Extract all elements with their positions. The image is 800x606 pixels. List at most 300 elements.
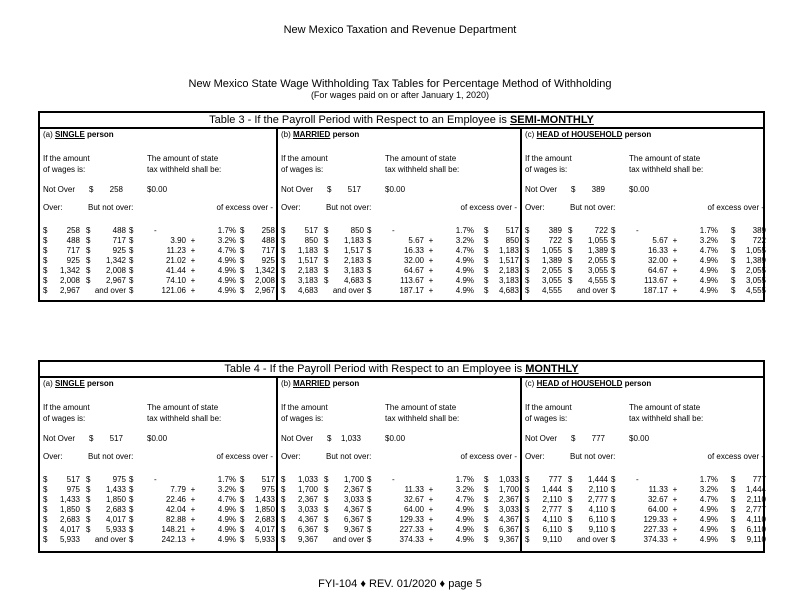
base-tax: - [392, 226, 395, 235]
wage-amount-label [43, 402, 90, 424]
base-tax: 11.23 [166, 246, 186, 255]
plus-sign: + [672, 286, 678, 295]
plus-sign: + [428, 256, 434, 265]
dollar-sign: $ [129, 535, 134, 544]
excess-over: 2,683 [254, 515, 275, 524]
table-semi-monthly [38, 111, 765, 302]
tax-rate: 4.9% [455, 525, 474, 534]
base-tax: 64.00 [647, 505, 668, 514]
excess-over: 9,367 [498, 535, 519, 544]
dollar-sign: $ [324, 515, 329, 524]
dollar-sign: $ [129, 515, 134, 524]
bracket-but-not-over: 3,055 [587, 266, 608, 275]
dollar-sign: $ [484, 276, 489, 285]
bracket-row [278, 485, 520, 495]
base-tax: 113.67 [400, 276, 424, 285]
dollar-sign: $ [240, 515, 245, 524]
dollar-sign: $ [568, 246, 573, 255]
bracket-row [522, 266, 767, 276]
plus-sign: + [428, 525, 434, 534]
bracket-row [40, 525, 276, 535]
dollar-sign: $ [129, 286, 134, 295]
plus-sign: + [672, 505, 678, 514]
dollar-sign: $ [281, 276, 286, 285]
dollar-sign: $ [281, 485, 286, 494]
tax-rate: 1.7% [455, 475, 474, 484]
table-title-text: Table 3 - If the Payroll Period with Respect to an Employee is [209, 114, 510, 126]
dollar-sign: $ [43, 226, 48, 235]
dollar-sign: $ [129, 226, 134, 235]
plus-sign: + [672, 525, 678, 534]
dollar-sign: $ [86, 276, 91, 285]
excess-over: 722 [752, 236, 766, 245]
not-over-label: Not Over [525, 434, 558, 443]
base-tax: 41.44 [165, 266, 186, 275]
dollar-sign: $ [281, 286, 286, 295]
bracket-row [278, 246, 520, 256]
state-tax-label [147, 153, 221, 175]
excess-over: 1,033 [498, 475, 519, 484]
heading-filer-type-text: MARRIED [293, 130, 331, 139]
tax-rate: 4.9% [217, 505, 236, 514]
dollar-sign: $ [129, 505, 134, 514]
tax-rate: 4.9% [699, 505, 718, 514]
dollar-sign: $ [525, 286, 530, 295]
tax-rate: 4.9% [217, 266, 236, 275]
dollar-sign: $ [484, 535, 489, 544]
dollar-sign: $ [240, 495, 245, 504]
dollar-sign: $ [86, 256, 91, 265]
dollar-sign: $ [129, 475, 134, 484]
table-title-period: SEMI-MONTHLY [509, 114, 594, 126]
dollar-sign: $ [324, 246, 329, 255]
bracket-over: 9,367 [297, 535, 318, 544]
dollar-sign: $ [568, 505, 573, 514]
dollar-sign: $ [525, 266, 530, 275]
excess-over: 488 [261, 236, 275, 245]
dollar-sign: $ [568, 236, 573, 245]
bracket-but-not-over: 9,367 [343, 525, 364, 534]
dollar-sign: $ [731, 226, 736, 235]
bracket-over: 6,110 [542, 525, 562, 534]
tax-rate: 4.9% [455, 535, 474, 544]
wage-amount-label [281, 153, 328, 175]
dollar-sign: $ [367, 266, 372, 275]
dollar-sign: $ [571, 434, 576, 443]
over-header: Over: [43, 452, 63, 461]
bracket-but-not-over: 1,517 [343, 246, 364, 255]
dollar-sign: $ [43, 256, 48, 265]
table-monthly [38, 360, 765, 553]
dollar-sign: $ [43, 505, 48, 514]
heading-suffix: person [84, 130, 114, 139]
plus-sign: + [428, 505, 434, 514]
dollar-sign: $ [611, 236, 616, 245]
bracket-over: 389 [548, 226, 562, 235]
plus-sign: + [672, 266, 678, 275]
tax-rate: 4.9% [699, 525, 718, 534]
not-over-row [281, 185, 511, 196]
dollar-sign: $ [240, 266, 245, 275]
column-head-of-household [520, 378, 767, 551]
base-tax: 227.33 [643, 525, 668, 534]
tax-rate: 4.9% [455, 256, 474, 265]
excess-over: 925 [261, 256, 275, 265]
dollar-sign: $ [484, 525, 489, 534]
state-tax-label-2: tax withheld shall be: [385, 165, 460, 174]
bracket-but-not-over: 4,017 [105, 515, 126, 524]
dollar-sign: $ [240, 246, 245, 255]
not-over-label: Not Over [281, 434, 314, 443]
of-excess-over-header: of excess over - [460, 452, 517, 461]
plus-sign: + [428, 515, 434, 524]
dollar-sign: $ [367, 256, 372, 265]
dollar-sign: $ [731, 495, 736, 504]
dollar-sign: $ [43, 266, 48, 275]
base-tax-zero: $0.00 [629, 434, 650, 443]
bracket-row [522, 515, 767, 525]
bracket-but-not-over: 4,555 [587, 276, 608, 285]
dollar-sign: $ [611, 276, 616, 285]
bracket-rows [40, 226, 276, 296]
dollar-sign: $ [86, 505, 91, 514]
bracket-over: 4,017 [59, 525, 80, 534]
dollar-sign: $ [240, 505, 245, 514]
not-over-label: Not Over [43, 185, 76, 194]
bracket-but-not-over: 1,389 [587, 246, 608, 255]
dollar-sign: $ [129, 256, 134, 265]
bracket-over: 9,110 [542, 535, 562, 544]
dollar-sign: $ [731, 525, 736, 534]
state-tax-label-2: tax withheld shall be: [629, 165, 704, 174]
but-not-over-header: But not over: [326, 452, 372, 461]
state-tax-label-1: The amount of state [629, 154, 701, 163]
state-tax-label [385, 402, 459, 424]
dollar-sign: $ [484, 495, 489, 504]
tax-rate: 3.2% [455, 485, 474, 494]
bracket-row [522, 256, 767, 266]
dollar-sign: $ [129, 495, 134, 504]
bracket-but-not-over: 9,110 [588, 525, 608, 534]
but-not-over-header: But not over: [326, 203, 372, 212]
plus-sign: + [428, 535, 434, 544]
dollar-sign: $ [281, 495, 286, 504]
dollar-sign: $ [129, 276, 134, 285]
plus-sign: + [428, 236, 434, 245]
tax-rate: 4.9% [217, 525, 236, 534]
bracket-over: 1,700 [297, 485, 318, 494]
plus-sign: + [190, 495, 196, 504]
wage-amount-label-1: If the amount [525, 403, 572, 412]
tax-rate: 4.9% [455, 276, 474, 285]
tax-rate: 4.9% [699, 286, 718, 295]
dollar-sign: $ [324, 256, 329, 265]
tax-rate: 4.9% [455, 515, 474, 524]
dollar-sign: $ [525, 485, 530, 494]
bracket-over: 517 [66, 475, 80, 484]
dollar-sign: $ [525, 495, 530, 504]
dollar-sign: $ [731, 246, 736, 255]
dollar-sign: $ [731, 485, 736, 494]
state-tax-label-1: The amount of state [629, 403, 701, 412]
base-tax: 42.04 [165, 505, 186, 514]
excess-over: 4,367 [498, 515, 519, 524]
excess-over: 1,389 [745, 256, 766, 265]
bracket-row [278, 226, 520, 236]
dollar-sign: $ [611, 256, 616, 265]
dollar-sign: $ [611, 515, 616, 524]
of-excess-over-header: of excess over - [216, 203, 273, 212]
base-tax: 7.79 [170, 485, 186, 494]
bracket-over: 1,850 [59, 505, 80, 514]
excess-over: 777 [752, 475, 766, 484]
not-over-row [43, 185, 273, 196]
tax-rate: 4.7% [699, 495, 718, 504]
dollar-sign: $ [240, 525, 245, 534]
bracket-rows [40, 475, 276, 545]
bracket-row [278, 256, 520, 266]
tax-rate: 3.2% [699, 236, 718, 245]
excess-over: 717 [261, 246, 275, 255]
heading-filer-type [293, 130, 330, 139]
excess-over: 517 [505, 226, 519, 235]
base-tax: - [636, 226, 639, 235]
excess-over: 1,700 [498, 485, 519, 494]
bracket-row [522, 276, 767, 286]
dollar-sign: $ [89, 434, 94, 443]
heading-suffix: person [330, 130, 360, 139]
dollar-sign: $ [324, 266, 329, 275]
dollar-sign: $ [324, 226, 329, 235]
bracket-but-not-over: 6,367 [343, 515, 364, 524]
bracket-but-not-over: 3,033 [343, 495, 364, 504]
dollar-sign: $ [86, 475, 91, 484]
dollar-sign: $ [484, 226, 489, 235]
tax-rate: 1.7% [217, 226, 236, 235]
bracket-but-not-over: 2,367 [343, 485, 364, 494]
heading-prefix: (c) [525, 130, 537, 139]
bracket-row [40, 505, 276, 515]
dollar-sign: $ [86, 485, 91, 494]
bracket-over: 4,367 [297, 515, 318, 524]
column-heading [43, 130, 114, 139]
of-excess-over-header: of excess over - [707, 452, 764, 461]
bracket-row [40, 236, 276, 246]
excess-over: 1,183 [498, 246, 519, 255]
dollar-sign: $ [611, 475, 616, 484]
base-tax: 11.33 [648, 485, 668, 494]
bracket-but-not-over: 2,183 [343, 256, 364, 265]
dollar-sign: $ [281, 246, 286, 255]
dollar-sign: $ [281, 226, 286, 235]
state-tax-label-2: tax withheld shall be: [629, 414, 704, 423]
base-tax: 64.67 [403, 266, 424, 275]
plus-sign: + [190, 256, 196, 265]
column-heading [281, 379, 359, 388]
base-tax: 227.33 [399, 525, 424, 534]
plus-sign: + [428, 266, 434, 275]
excess-over: 850 [505, 236, 519, 245]
over-header: Over: [281, 203, 301, 212]
dollar-sign: $ [525, 475, 530, 484]
dollar-sign: $ [86, 495, 91, 504]
page-subtitle: (For wages paid on or after January 1, 2020) [310, 90, 490, 100]
excess-over: 975 [261, 485, 275, 494]
excess-over: 2,183 [498, 266, 519, 275]
table-title-text: Table 4 - If the Payroll Period with Respect to an Employee is [224, 363, 526, 375]
dollar-sign: $ [525, 535, 530, 544]
base-tax: 32.00 [403, 256, 424, 265]
dollar-sign: $ [367, 525, 372, 534]
and-over: and over [576, 286, 608, 295]
excess-over: 1,517 [498, 256, 519, 265]
excess-over: 1,055 [745, 246, 766, 255]
dollar-sign: $ [568, 475, 573, 484]
dollar-sign: $ [324, 236, 329, 245]
dollar-sign: $ [568, 515, 573, 524]
bracket-over: 2,183 [297, 266, 318, 275]
dollar-sign: $ [367, 475, 372, 484]
excess-over: 4,555 [745, 286, 766, 295]
excess-over: 4,110 [746, 515, 766, 524]
bracket-but-not-over: 717 [112, 236, 126, 245]
column-heading [525, 130, 651, 139]
bracket-but-not-over: 5,933 [105, 525, 126, 534]
bracket-row [522, 505, 767, 515]
wage-amount-label-1: If the amount [43, 403, 90, 412]
bracket-but-not-over: 2,683 [105, 505, 126, 514]
dollar-sign: $ [129, 246, 134, 255]
dollar-sign: $ [43, 515, 48, 524]
over-header: Over: [281, 452, 301, 461]
column-heading [43, 379, 114, 388]
plus-sign: + [190, 485, 196, 494]
state-tax-label [147, 402, 221, 424]
dollar-sign: $ [611, 505, 616, 514]
excess-over: 5,933 [254, 535, 275, 544]
table-title [40, 362, 763, 378]
bracket-but-not-over: 2,008 [105, 266, 126, 275]
dollar-sign: $ [86, 246, 91, 255]
dollar-sign: $ [367, 246, 372, 255]
base-tax: 32.67 [403, 495, 424, 504]
dollar-sign: $ [327, 434, 332, 443]
bracket-over: 2,008 [59, 276, 80, 285]
wage-amount-label-2: of wages is: [525, 165, 568, 174]
bracket-row [278, 276, 520, 286]
heading-prefix: (b) [281, 379, 293, 388]
bracket-over: 6,367 [297, 525, 318, 534]
wage-amount-label-2: of wages is: [43, 165, 86, 174]
heading-filer-type-text: MARRIED [293, 379, 331, 388]
column-single [40, 129, 276, 300]
not-over-label: Not Over [525, 185, 558, 194]
bracket-over: 1,342 [59, 266, 80, 275]
tax-rate: 1.7% [217, 475, 236, 484]
tax-rate: 4.7% [217, 246, 236, 255]
but-not-over-header: But not over: [88, 452, 134, 461]
bracket-but-not-over: 6,110 [588, 515, 608, 524]
bracket-but-not-over: 975 [112, 475, 126, 484]
dollar-sign: $ [367, 505, 372, 514]
bracket-over: 1,033 [297, 475, 318, 484]
base-tax: 242.13 [161, 535, 186, 544]
dollar-sign: $ [240, 485, 245, 494]
base-tax: - [636, 475, 639, 484]
dollar-sign: $ [367, 485, 372, 494]
bracket-over: 2,967 [59, 286, 80, 295]
bracket-row [278, 495, 520, 505]
tax-rate: 4.9% [217, 286, 236, 295]
dollar-sign: $ [484, 256, 489, 265]
column-heading [281, 130, 359, 139]
dollar-sign: $ [367, 236, 372, 245]
bracket-over: 717 [66, 246, 80, 255]
bracket-rows [278, 226, 520, 296]
base-tax: - [154, 475, 157, 484]
dollar-sign: $ [484, 505, 489, 514]
dollar-sign: $ [240, 236, 245, 245]
base-tax-zero: $0.00 [385, 434, 406, 443]
dollar-sign: $ [86, 226, 91, 235]
plus-sign: + [672, 485, 678, 494]
state-tax-label-2: tax withheld shall be: [147, 165, 222, 174]
dollar-sign: $ [611, 495, 616, 504]
heading-prefix: (a) [43, 130, 55, 139]
plus-sign: + [672, 246, 678, 255]
dollar-sign: $ [327, 185, 332, 194]
bracket-but-not-over: 1,850 [105, 495, 126, 504]
bracket-but-not-over: 722 [594, 226, 608, 235]
heading-suffix: person [622, 130, 652, 139]
bracket-but-not-over: 2,967 [105, 276, 126, 285]
wage-amount-label [43, 153, 90, 175]
plus-sign: + [190, 286, 196, 295]
dollar-sign: $ [568, 266, 573, 275]
dollar-sign: $ [89, 185, 94, 194]
dollar-sign: $ [611, 535, 616, 544]
dollar-sign: $ [129, 236, 134, 245]
plus-sign: + [190, 266, 196, 275]
dollar-sign: $ [568, 256, 573, 265]
dollar-sign: $ [484, 236, 489, 245]
bracket-over: 5,933 [59, 535, 80, 544]
bracket-over: 1,055 [541, 246, 562, 255]
bracket-rows [522, 475, 767, 545]
table-title [40, 113, 763, 129]
bracket-but-not-over: 4,367 [343, 505, 364, 514]
tax-rate: 4.9% [699, 266, 718, 275]
dollar-sign: $ [281, 505, 286, 514]
plus-sign: + [428, 495, 434, 504]
dollar-sign: $ [611, 266, 616, 275]
tax-rate: 4.9% [217, 256, 236, 265]
base-tax: 64.67 [647, 266, 668, 275]
tax-rate: 1.7% [699, 226, 718, 235]
bracket-but-not-over: 2,777 [587, 495, 608, 504]
excess-over: 1,342 [254, 266, 275, 275]
bracket-rows [522, 226, 767, 296]
tax-rate: 4.9% [455, 286, 474, 295]
bracket-but-not-over: 2,055 [587, 256, 608, 265]
excess-over: 258 [261, 226, 275, 235]
dollar-sign: $ [731, 286, 736, 295]
plus-sign: + [672, 535, 678, 544]
column-married [276, 378, 520, 551]
base-tax: - [154, 226, 157, 235]
bracket-but-not-over: 925 [112, 246, 126, 255]
not-over-row [525, 434, 755, 445]
